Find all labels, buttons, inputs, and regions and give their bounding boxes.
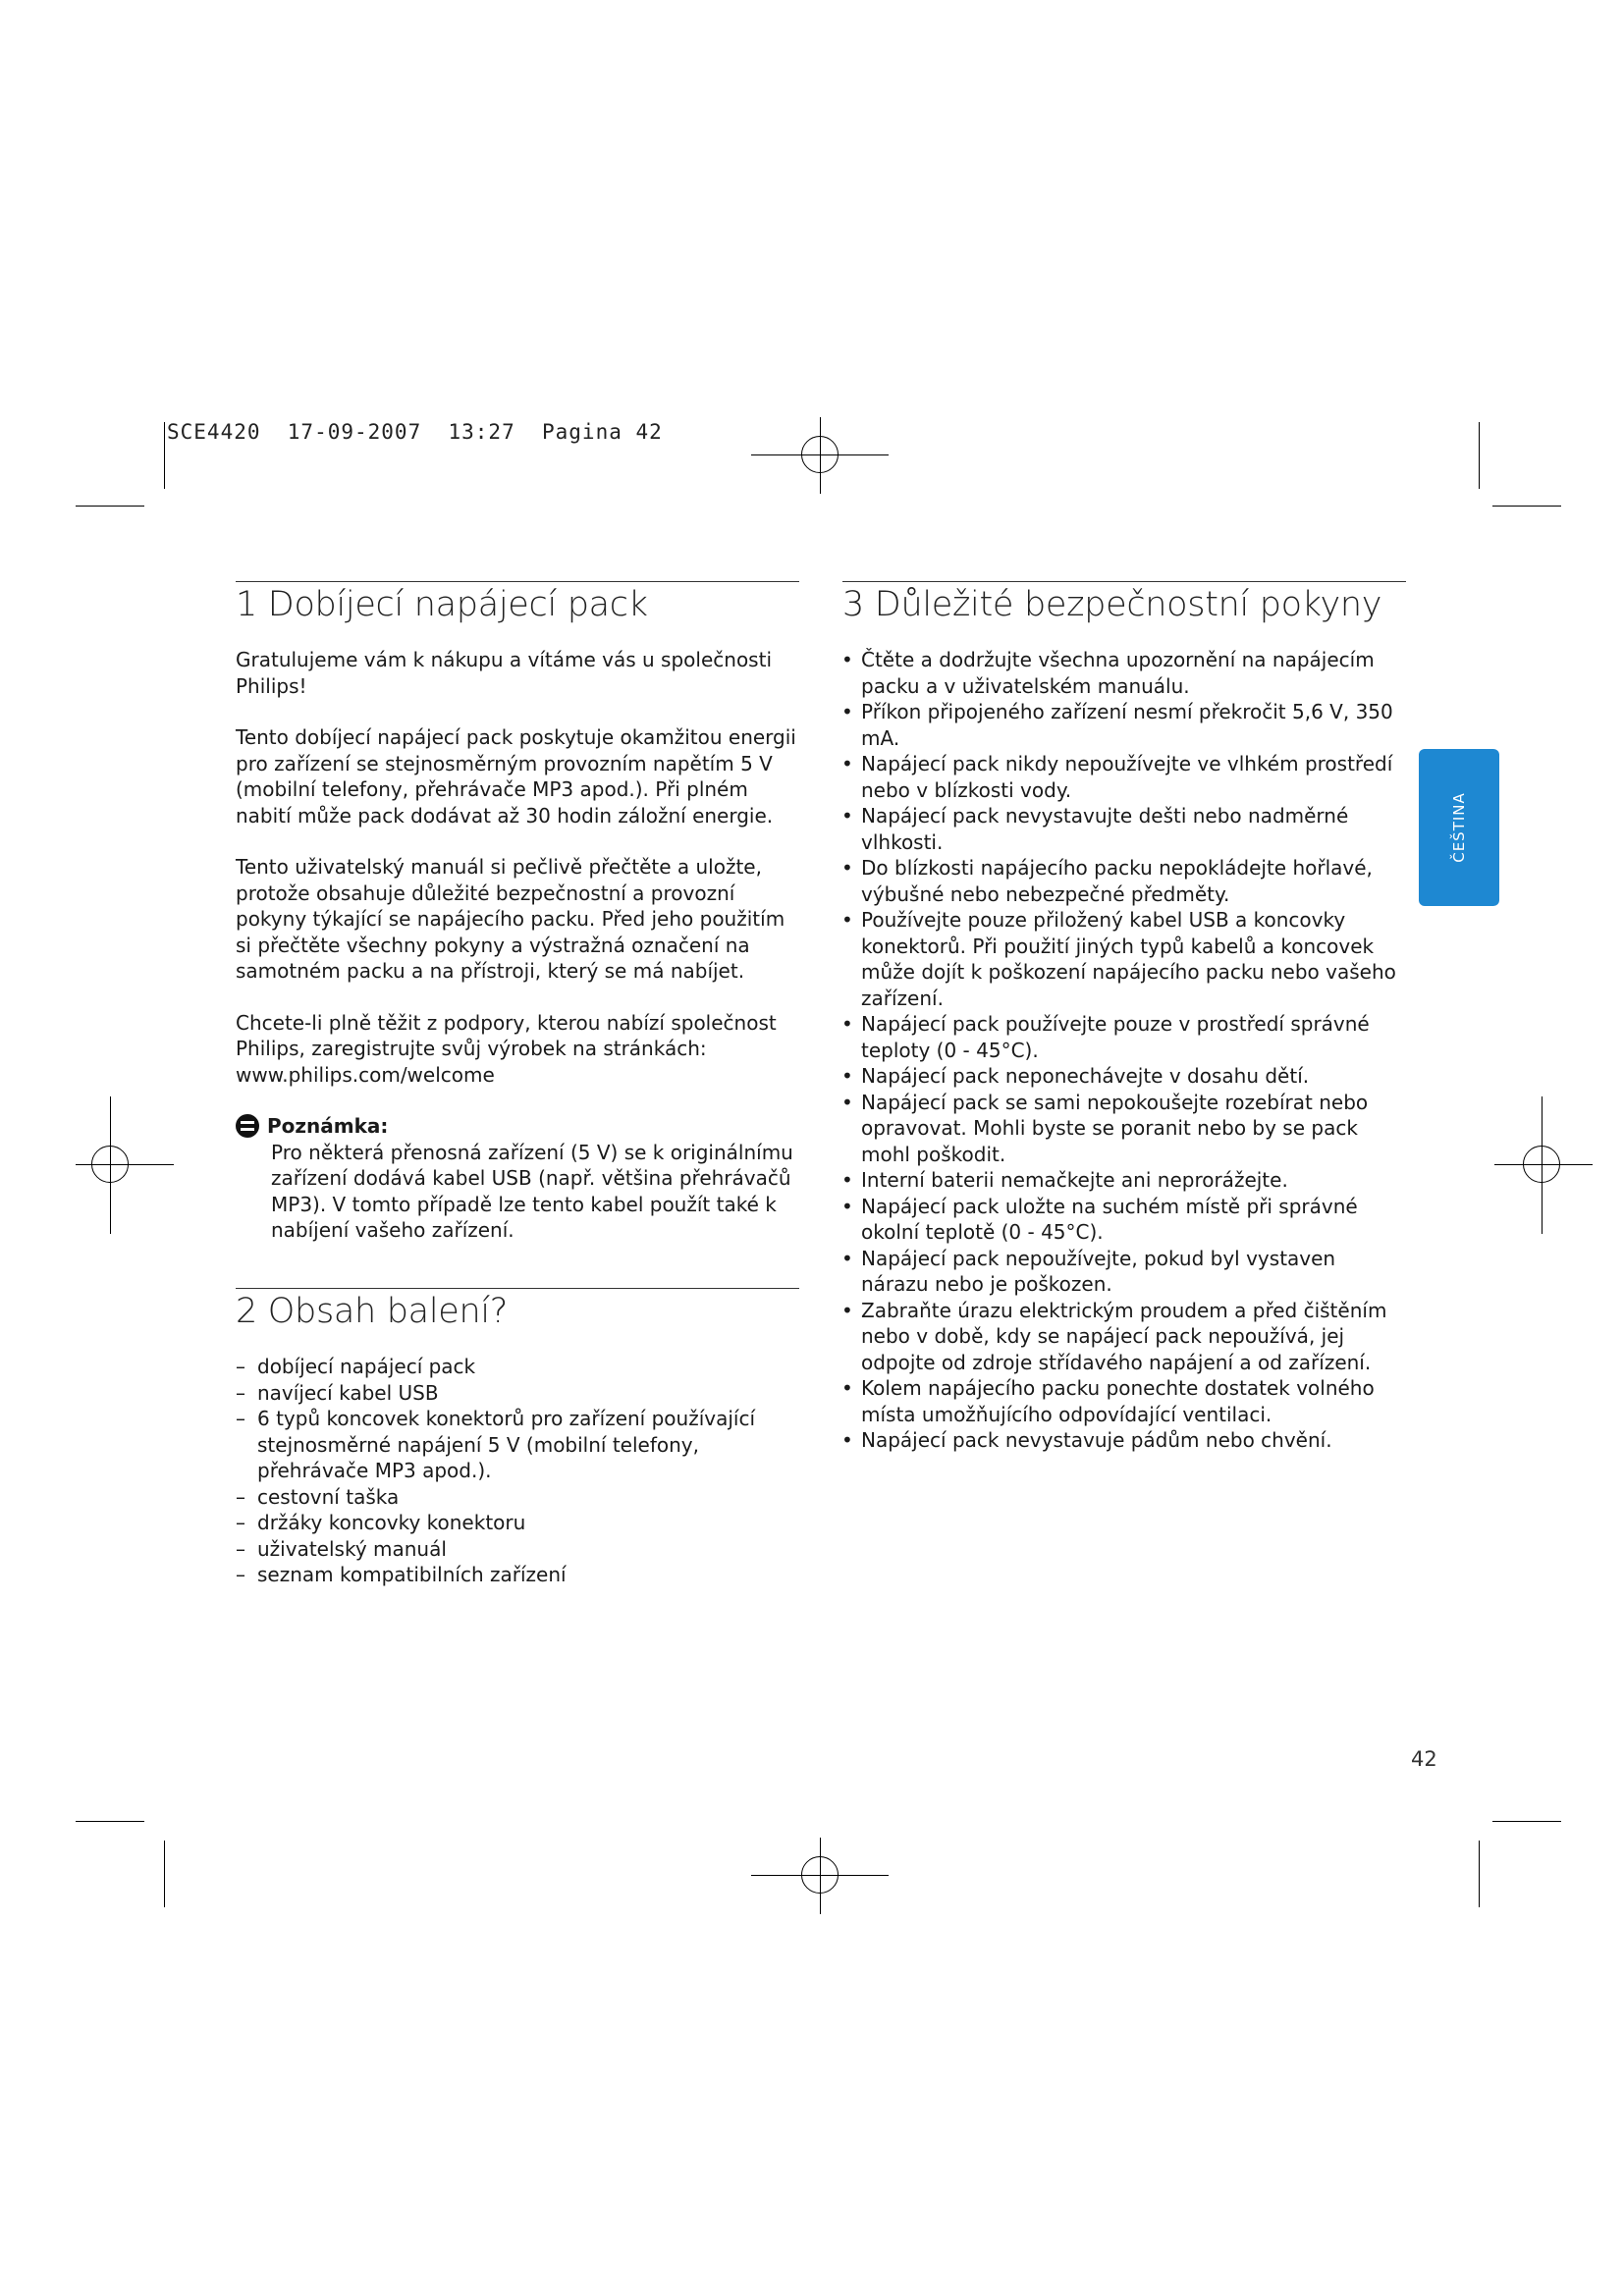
section3-body (839, 647, 1409, 1454)
list-item: • Napájecí pack nepoužívejte, pokud byl vystaven nárazu nebo je poškozen. (839, 1246, 1409, 1298)
section1-title: 1 Dobíjecí napájecí pack (236, 585, 648, 624)
list-item: • Napájecí pack nevystavujte dešti nebo nadměrné vlhkosti. (839, 803, 1409, 855)
list-item: • Napájecí pack neponechávejte v dosahu dětí. (839, 1063, 1409, 1090)
safety-instructions-list (839, 647, 1409, 1454)
section2-body (236, 1354, 801, 1588)
list-item: – seznam kompatibilních zařízení (236, 1562, 801, 1588)
print-slug: SCE4420 17-09-2007 13:27 Pagina 42 (167, 420, 663, 444)
paragraph-registration: Chcete-li plně těžit z podpory, kterou nabízí společnost Philips, zaregistrujte svůj výrobek na stránkách: www.philips.com/welcome (236, 1010, 777, 1087)
list-item: – cestovní taška (236, 1484, 801, 1511)
note-title: Poznámka: (267, 1114, 389, 1138)
list-item: – dobíjecí napájecí pack (236, 1354, 801, 1380)
list-item: • Kolem napájecího packu ponechte dostatek volného místa umožňujícího odpovídající ventilaci. (839, 1375, 1409, 1427)
list-item: • Příkon připojeného zařízení nesmí překročit 5,6 V, 350 mA. (839, 699, 1409, 751)
section3-title: 3 Důležité bezpečnostní pokyny (842, 585, 1382, 624)
section2-rule (236, 1288, 799, 1289)
paragraph-intro: Gratulujeme vám k nákupu a vítáme vás u společnosti Philips! (236, 648, 772, 698)
package-contents-list (236, 1354, 801, 1588)
list-item: • Čtěte a dodržujte všechna upozornění na napájecím packu a v uživatelském manuálu. (839, 647, 1409, 699)
list-item: • Do blízkosti napájecího packu nepokládejte hořlavé, výbušné nebo nebezpečné předměty. (839, 855, 1409, 907)
paragraph-manual: Tento uživatelský manuál si pečlivě přečtěte a uložte, protože obsahuje důležité bezpečnostní a provozní pokyny týkající se napájecího packu. Před jeho použitím si přečtěte všechny pokyny a výstražná označení na samotném packu a na přístroji, který se má nabíjet. (236, 855, 785, 983)
list-item: • Napájecí pack uložte na suchém místě při správné okolní teplotě (0 - 45°C). (839, 1194, 1409, 1246)
list-item: • Interní baterii nemačkejte ani neprorážejte. (839, 1167, 1409, 1194)
section1-body (236, 647, 801, 1244)
note-box (267, 1113, 801, 1244)
section3-rule (842, 581, 1406, 582)
note-text: Pro některá přenosná zařízení (5 V) se k originálnímu zařízení dodává kabel USB (např. většina přehrávačů MP3). V tomto případě lze tento kabel použít také k nabíjení vašeho zařízení. (271, 1140, 793, 1242)
list-item: – uživatelský manuál (236, 1536, 801, 1563)
list-item: • Napájecí pack nevystavuje pádům nebo chvění. (839, 1427, 1409, 1454)
list-item: • Zabraňte úrazu elektrickým proudem a před čištěním nebo v době, kdy se napájecí pack nepoužívá, jej odpojte od zdroje střídavého napájení a od zařízení. (839, 1298, 1409, 1376)
list-item: • Napájecí pack nikdy nepoužívejte ve vlhkém prostředí nebo v blízkosti vody. (839, 751, 1409, 803)
list-item: • Napájecí pack se sami nepokoušejte rozebírat nebo opravovat. Mohli byste se poranit nebo by se pack mohl poškodit. (839, 1090, 1409, 1168)
page-number: 42 (1411, 1747, 1437, 1771)
note-header (236, 1113, 801, 1140)
list-item: • Napájecí pack používejte pouze v prostředí správné teploty (0 - 45°C). (839, 1011, 1409, 1063)
list-item: • Používejte pouze přiložený kabel USB a koncovky konektorů. Při použití jiných typů kabelů a koncovek může dojít k poškození napájecího packu nebo vašeho zařízení. (839, 907, 1409, 1011)
section2-title: 2 Obsah balení? (236, 1292, 509, 1331)
list-item: – navíjecí kabel USB (236, 1380, 801, 1407)
list-item: – držáky koncovky konektoru (236, 1510, 801, 1536)
language-tab (1419, 749, 1499, 906)
section1-rule (236, 581, 799, 582)
list-item: – 6 typů koncovek konektorů pro zařízení používající stejnosměrné napájení 5 V (mobilní telefony, přehrávače MP3 apod.). (236, 1406, 801, 1484)
note-icon (236, 1114, 259, 1138)
paragraph-description: Tento dobíjecí napájecí pack poskytuje okamžitou energii pro zařízení se stejnosměrným provozním napětím 5 V (mobilní telefony, přehrávače MP3 apod.). Při plném nabití může pack dodávat až 30 hodin záložní energie. (236, 725, 796, 828)
language-tab-label: ČEŠTINA (1450, 792, 1468, 863)
